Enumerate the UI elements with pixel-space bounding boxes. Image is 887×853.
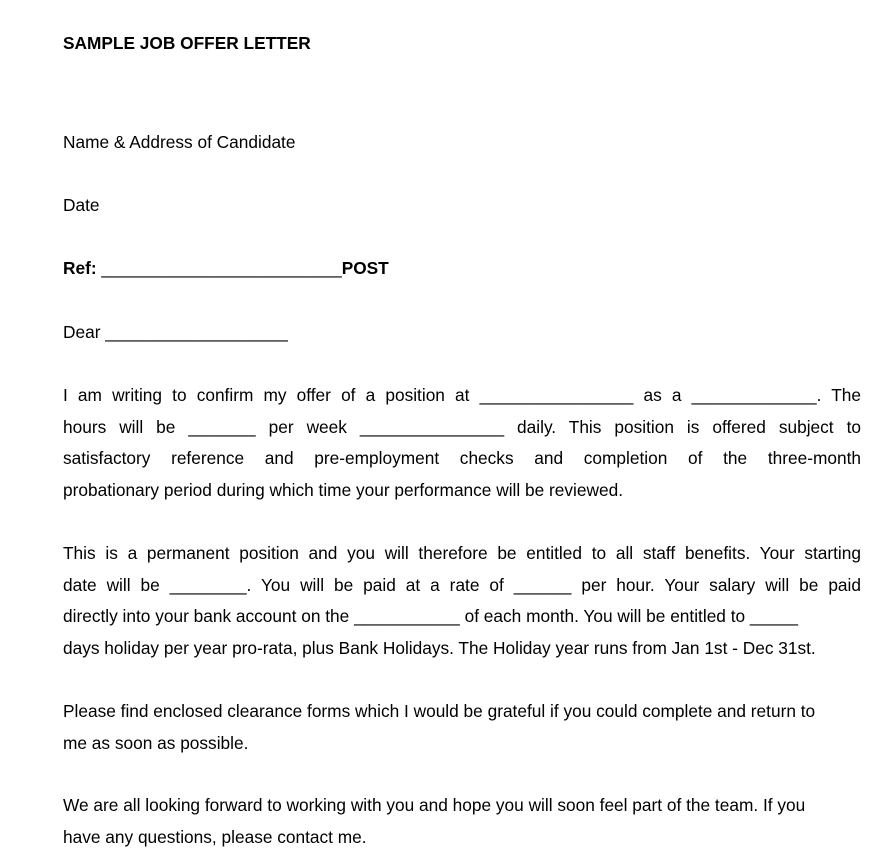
- salutation-line: Dear ___________________: [63, 322, 288, 342]
- date-line: Date: [63, 195, 100, 215]
- candidate-address-line: Name & Address of Candidate: [63, 132, 296, 152]
- paragraph-line: hours will be _______ per week _______________ daily. This position is offered subject to: [63, 416, 861, 437]
- ref-blank: _________________________: [96, 258, 342, 278]
- paragraph-line: date will be ________. You will be paid at a rate of ______ per hour. Your salary will be paid: [63, 574, 861, 595]
- ref-label: Ref:: [63, 258, 97, 278]
- paragraph-line: We are all looking forward to working with you and hope you will soon feel part of the team. If you: [63, 795, 806, 815]
- paragraph-line: days holiday per year pro-rata, plus Bank Holidays. The Holiday year runs from Jan 1st - Dec 31st.: [63, 637, 816, 658]
- ref-post: POST: [341, 258, 389, 278]
- paragraph-line: I am writing to confirm my offer of a position at ________________ as a _____________. The: [63, 385, 861, 405]
- paragraph-line: me as soon as possible.: [63, 732, 249, 753]
- paragraph-offer: [63, 380, 861, 506]
- paragraph-line: This is a permanent position and you will therefore be entitled to all staff benefits. Your starting: [63, 543, 861, 563]
- paragraph-closing: [63, 790, 861, 853]
- paragraph-line: Please find enclosed clearance forms which I would be grateful if you could complete and return to: [63, 701, 816, 721]
- paragraph-line: satisfactory reference and pre-employment checks and completion of the three-month: [63, 448, 861, 469]
- document-title: SAMPLE JOB OFFER LETTER: [63, 33, 311, 53]
- paragraph-terms: [63, 538, 861, 664]
- ref-line: [63, 258, 389, 279]
- paragraph-line: have any questions, please contact me.: [63, 826, 367, 847]
- paragraph-line: directly into your bank account on the ___________ of each month. You will be entitled to _____: [63, 606, 798, 627]
- paragraph-line: probationary period during which time your performance will be reviewed.: [63, 479, 623, 500]
- paragraph-forms: [63, 696, 861, 759]
